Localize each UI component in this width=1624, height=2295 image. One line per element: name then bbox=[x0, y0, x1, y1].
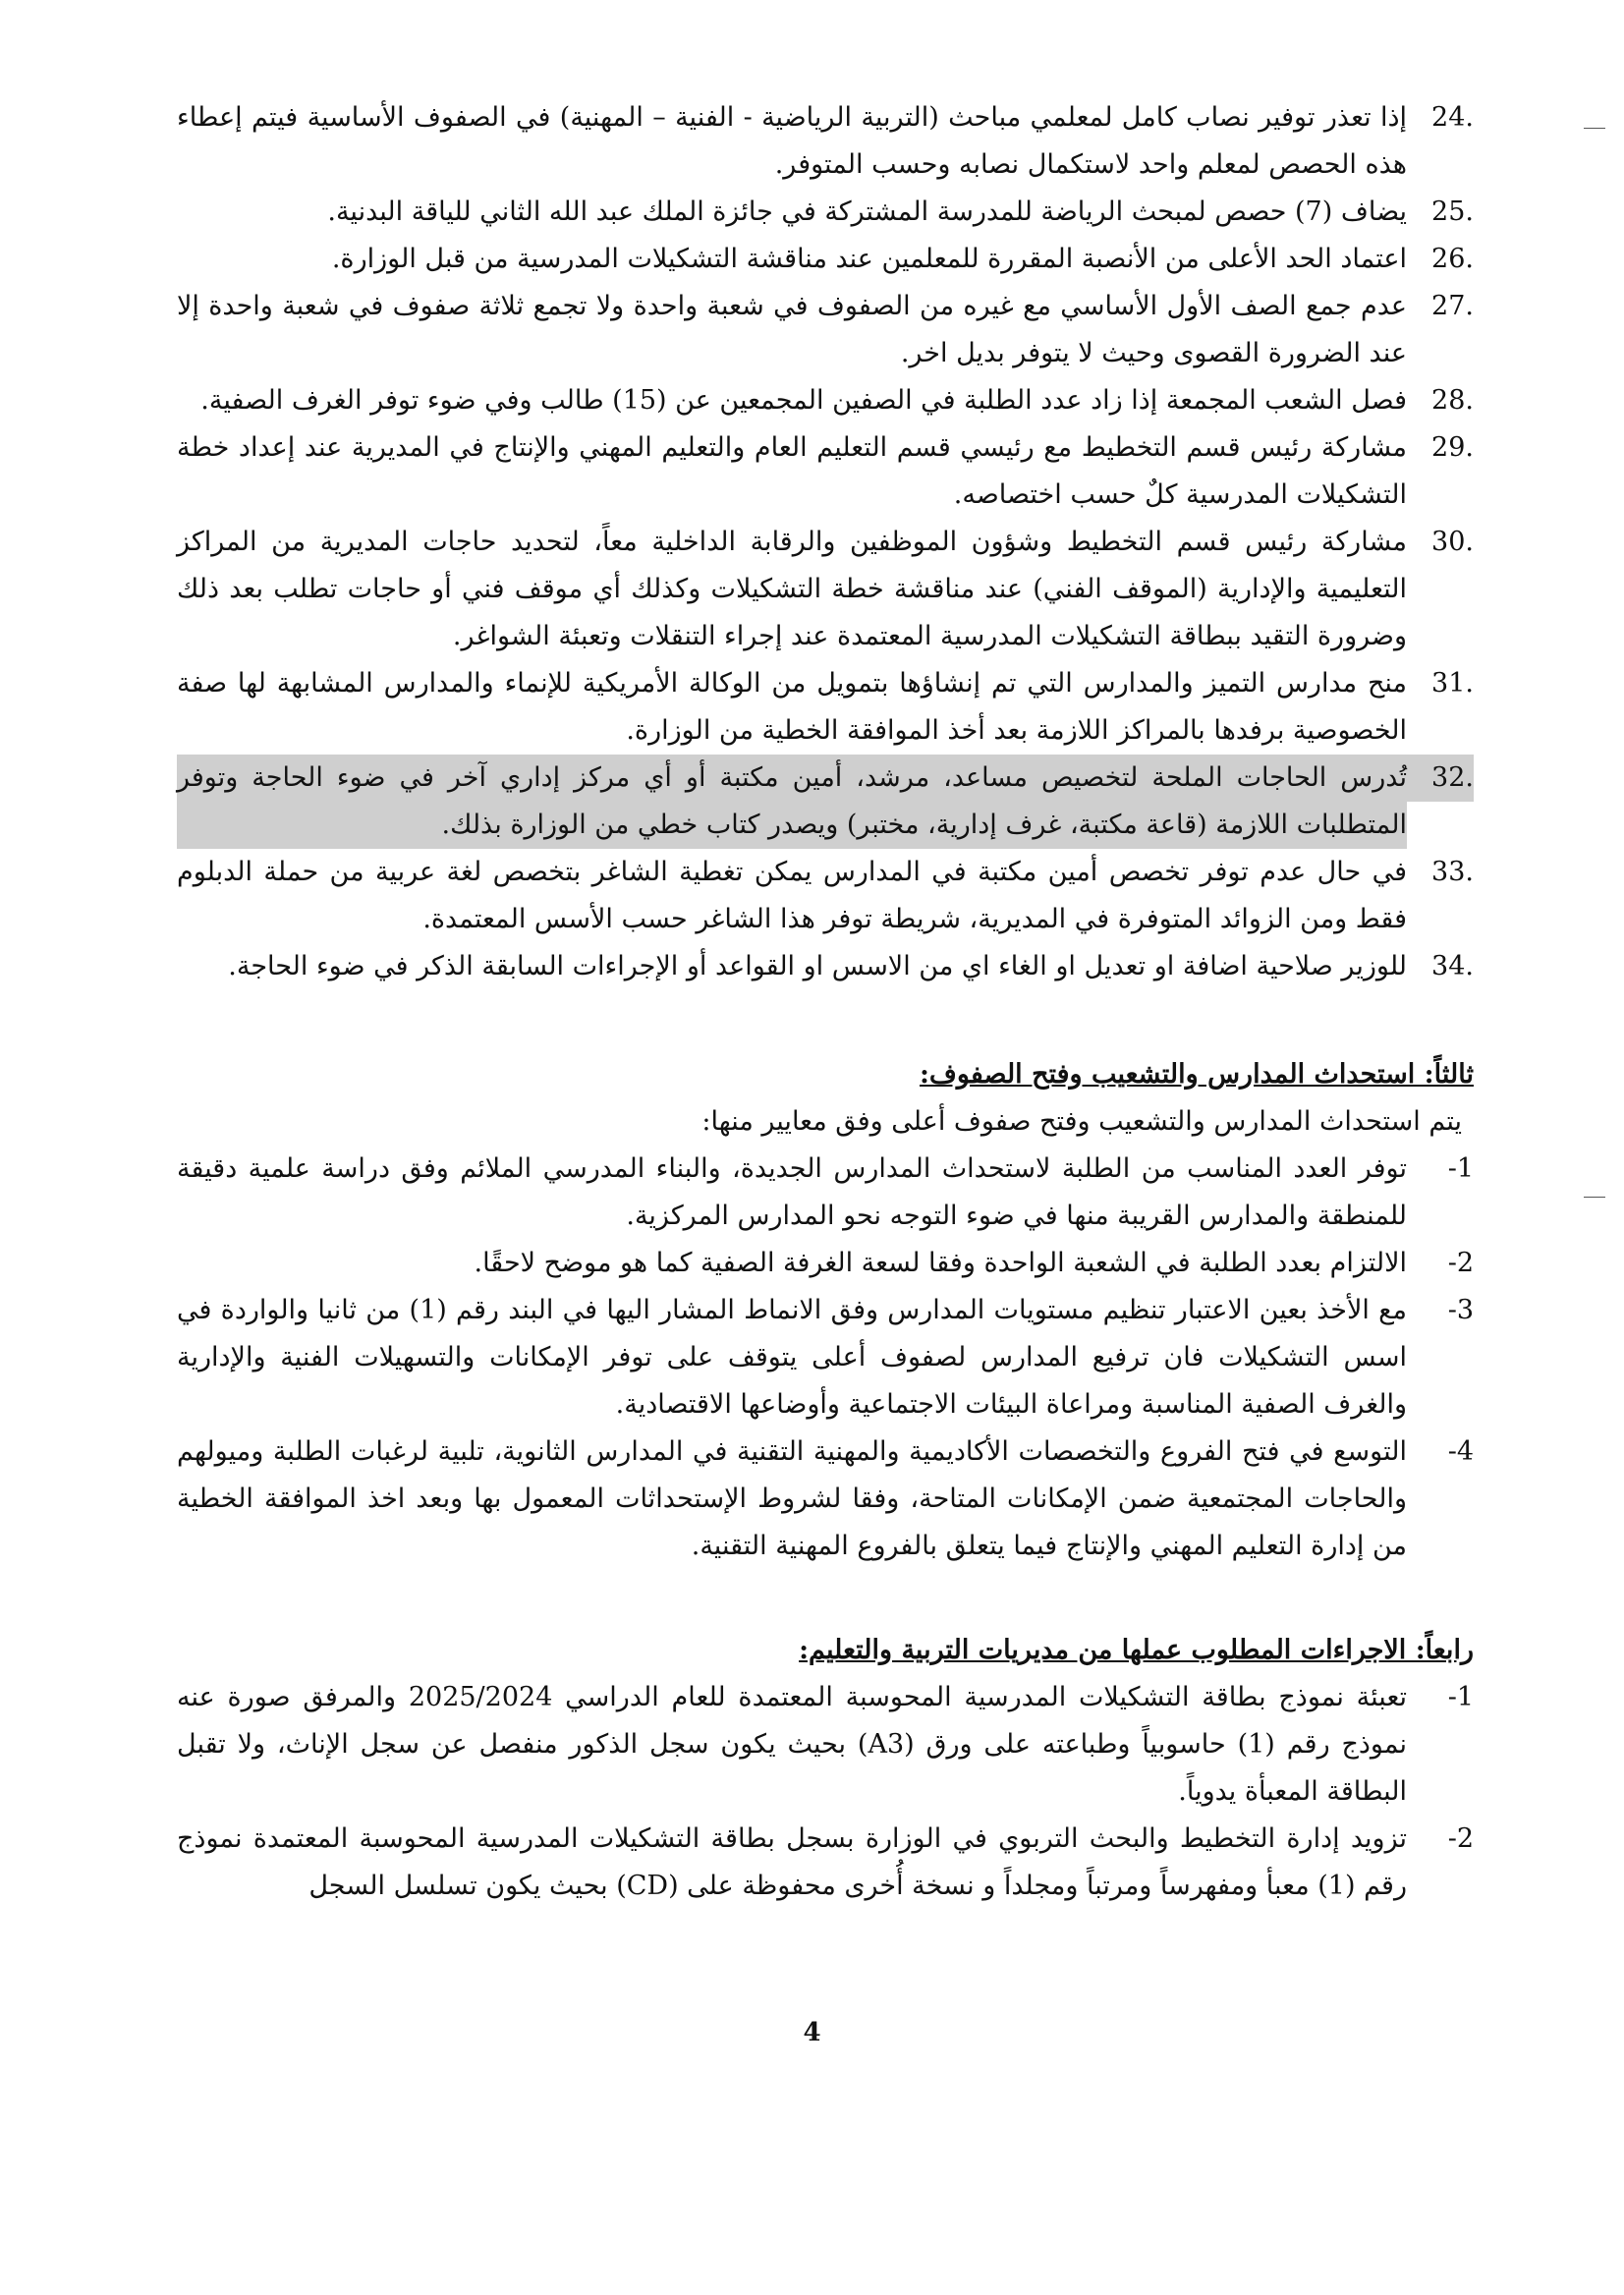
item-text: مع الأخذ بعين الاعتبار تنظيم مستويات المدارس وفق الانماط المشار اليها في البند رقم (1) من ثانيا والواردة في اسس التشكيلات فان ترفيع المدارس لصفوف أعلى يتوقف على توفر الإمكانات والتسهيلات الفنية والإدارية والغرف الصفية المناسبة ومراعاة البيئات الاجتماعية وأوضاعها الاقتصادية. bbox=[177, 1295, 1407, 1420]
list-item bbox=[177, 660, 1474, 755]
margin-mark bbox=[1584, 1197, 1605, 1198]
item-number: .26 bbox=[1431, 244, 1474, 274]
highlighted-list-item bbox=[177, 755, 1474, 849]
list-item bbox=[177, 1240, 1474, 1287]
list-item bbox=[177, 1428, 1474, 1570]
list-item bbox=[177, 849, 1474, 943]
item-number: 3- bbox=[1447, 1295, 1474, 1325]
item-number: .30 bbox=[1431, 527, 1474, 557]
section-intro: يتم استحداث المدارس والتشعيب وفتح صفوف أعلى وفق معايير منها: bbox=[701, 1106, 1462, 1137]
item-number: .27 bbox=[1431, 291, 1474, 321]
item-text: التوسع في فتح الفروع والتخصصات الأكاديمية والمهنية التقنية في المدارس الثانوية، تلبية لرغبات الطلبة وميولهم والحاجات المجتمعية ضمن الإمكانات المتاحة، وفقا لشروط الإستحداثات المعمول بها وبعد اخذ الموافقة الخطية من إدارة التعليم المهني والإنتاج فيما يتعلق بالفروع المهنية التقنية. bbox=[177, 1436, 1407, 1561]
item-text: تزويد إدارة التخطيط والبحث التربوي في الوزارة بسجل بطاقة التشكيلات المدرسية المحوسبة المعتمدة نموذج رقم (1) معبأ ومفهرساً ومرتباً ومجلداً و نسخة أُخرى محفوظة على (CD) بحيث يكون تسلسل السجل bbox=[177, 1823, 1407, 1901]
item-number: 4- bbox=[1447, 1436, 1474, 1467]
item-number: .34 bbox=[1431, 951, 1474, 981]
numbered-list bbox=[177, 94, 1474, 990]
item-text: تُدرس الحاجات الملحة لتخصيص مساعد، مرشد، أمين مكتبة أو أي مركز إداري آخر في ضوء الحاجة وتوفر المتطلبات اللازمة (قاعة مكتبة، غرف إدارية، مختبر) ويصدر كتاب خطي من الوزارة بذلك. bbox=[177, 755, 1407, 849]
list-item bbox=[177, 1816, 1474, 1910]
section-heading: رابعاً: الاجراءات المطلوب عملها من مديريات التربية والتعليم: bbox=[799, 1635, 1474, 1665]
list-item bbox=[177, 283, 1474, 377]
item-number: .32 bbox=[1407, 755, 1474, 802]
item-text: منح مدارس التميز والمدارس التي تم إنشاؤها بتمويل من الوكالة الأمريكية للإنماء والمدارس المشابهة لها صفة الخصوصية برفدها بالمراكز اللازمة بعد أخذ الموافقة الخطية من الوزارة. bbox=[177, 668, 1407, 746]
list-item bbox=[177, 943, 1474, 990]
item-text: إذا تعذر توفير نصاب كامل لمعلمي مباحث (التربية الرياضية - الفنية – المهنية) في الصفوف الأساسية فيتم إعطاء هذه الحصص لمعلم واحد لاستكمال نصابه وحسب المتوفر. bbox=[177, 102, 1407, 180]
section3-list bbox=[177, 1146, 1474, 1570]
item-text: فصل الشعب المجمعة إذا زاد عدد الطلبة في الصفين المجمعين عن (15) طالب وفي ضوء توفر الغرف الصفية. bbox=[200, 385, 1407, 416]
list-item bbox=[177, 236, 1474, 283]
margin-mark bbox=[1584, 128, 1605, 129]
list-item bbox=[177, 377, 1474, 424]
item-number: 1- bbox=[1447, 1682, 1474, 1712]
item-number: 1- bbox=[1447, 1153, 1474, 1184]
item-number: .25 bbox=[1431, 196, 1474, 227]
item-text: مشاركة رئيس قسم التخطيط وشؤون الموظفين والرقابة الداخلية معاً، لتحديد حاجات المديرية من المراكز التعليمية والإدارية (الموقف الفني) عند مناقشة خطة التشكيلات وكذلك أي موقف فني أو حاجات تطلب بعد ذلك وضرورة التقيد ببطاقة التشكيلات المدرسية المعتمدة عند إجراء التنقلات وتعبئة الشواغر. bbox=[177, 527, 1407, 651]
list-item bbox=[177, 189, 1474, 236]
document-body bbox=[177, 94, 1474, 1910]
item-number: .24 bbox=[1431, 102, 1474, 133]
section-heading: ثالثاً: استحداث المدارس والتشعيب وفتح الصفوف: bbox=[919, 1059, 1474, 1090]
item-number: .28 bbox=[1431, 385, 1474, 416]
item-number: 2- bbox=[1447, 1823, 1474, 1854]
item-number: 2- bbox=[1447, 1248, 1474, 1278]
list-item bbox=[177, 1287, 1474, 1428]
section4-list bbox=[177, 1674, 1474, 1910]
list-item bbox=[177, 1146, 1474, 1240]
list-item bbox=[177, 94, 1474, 189]
page-number: 4 bbox=[803, 2018, 821, 2047]
item-text: تعبئة نموذج بطاقة التشكيلات المدرسية المحوسبة المعتمدة للعام الدراسي 2025/2024 والمرفق صورة عنه نموذج رقم (1) حاسوبياً وطباعته على ورق (A3) بحيث يكون سجل الذكور منفصل عن سجل الإناث، ولا تقبل البطاقة المعبأة يدوياً. bbox=[177, 1682, 1407, 1807]
item-text: عدم جمع الصف الأول الأساسي مع غيره من الصفوف في شعبة واحدة ولا تجمع ثلاثة صفوف في شعبة واحدة إلا عند الضرورة القصوى وحيث لا يتوفر بديل اخر. bbox=[177, 291, 1407, 368]
item-text: يضاف (7) حصص لمبحث الرياضة للمدرسة المشتركة في جائزة الملك عبد الله الثاني للياقة البدنية. bbox=[327, 196, 1407, 227]
item-text: في حال عدم توفر تخصص أمين مكتبة في المدارس يمكن تغطية الشاغر بتخصص لغة عربية من حملة الدبلوم فقط ومن الزوائد المتوفرة في المديرية، شريطة توفر هذا الشاغر حسب الأسس المعتمدة. bbox=[177, 857, 1407, 934]
item-text: توفر العدد المناسب من الطلبة لاستحداث المدارس الجديدة، والبناء المدرسي الملائم وفق دراسة علمية دقيقة للمنطقة والمدارس القريبة منها في ضوء التوجه نحو المدارس المركزية. bbox=[177, 1153, 1407, 1231]
item-text: الالتزام بعدد الطلبة في الشعبة الواحدة وفقا لسعة الغرفة الصفية كما هو موضح لاحقًا. bbox=[474, 1248, 1407, 1278]
list-item bbox=[177, 1674, 1474, 1816]
item-text: للوزير صلاحية اضافة او تعديل او الغاء اي من الاسس او القواعد أو الإجراءات السابقة الذكر في ضوء الحاجة. bbox=[228, 951, 1407, 981]
item-number: .31 bbox=[1431, 668, 1474, 699]
item-text: مشاركة رئيس قسم التخطيط مع رئيسي قسم التعليم العام والتعليم المهني والإنتاج في المديرية عند إعداد خطة التشكيلات المدرسية كلٌ حسب اختصاصه. bbox=[177, 432, 1407, 510]
list-item bbox=[177, 519, 1474, 660]
item-text: اعتماد الحد الأعلى من الأنصبة المقررة للمعلمين عند مناقشة التشكيلات المدرسية من قبل الوزارة. bbox=[331, 244, 1407, 274]
list-item bbox=[177, 424, 1474, 519]
item-number: .33 bbox=[1431, 857, 1474, 887]
item-number: .29 bbox=[1431, 432, 1474, 463]
